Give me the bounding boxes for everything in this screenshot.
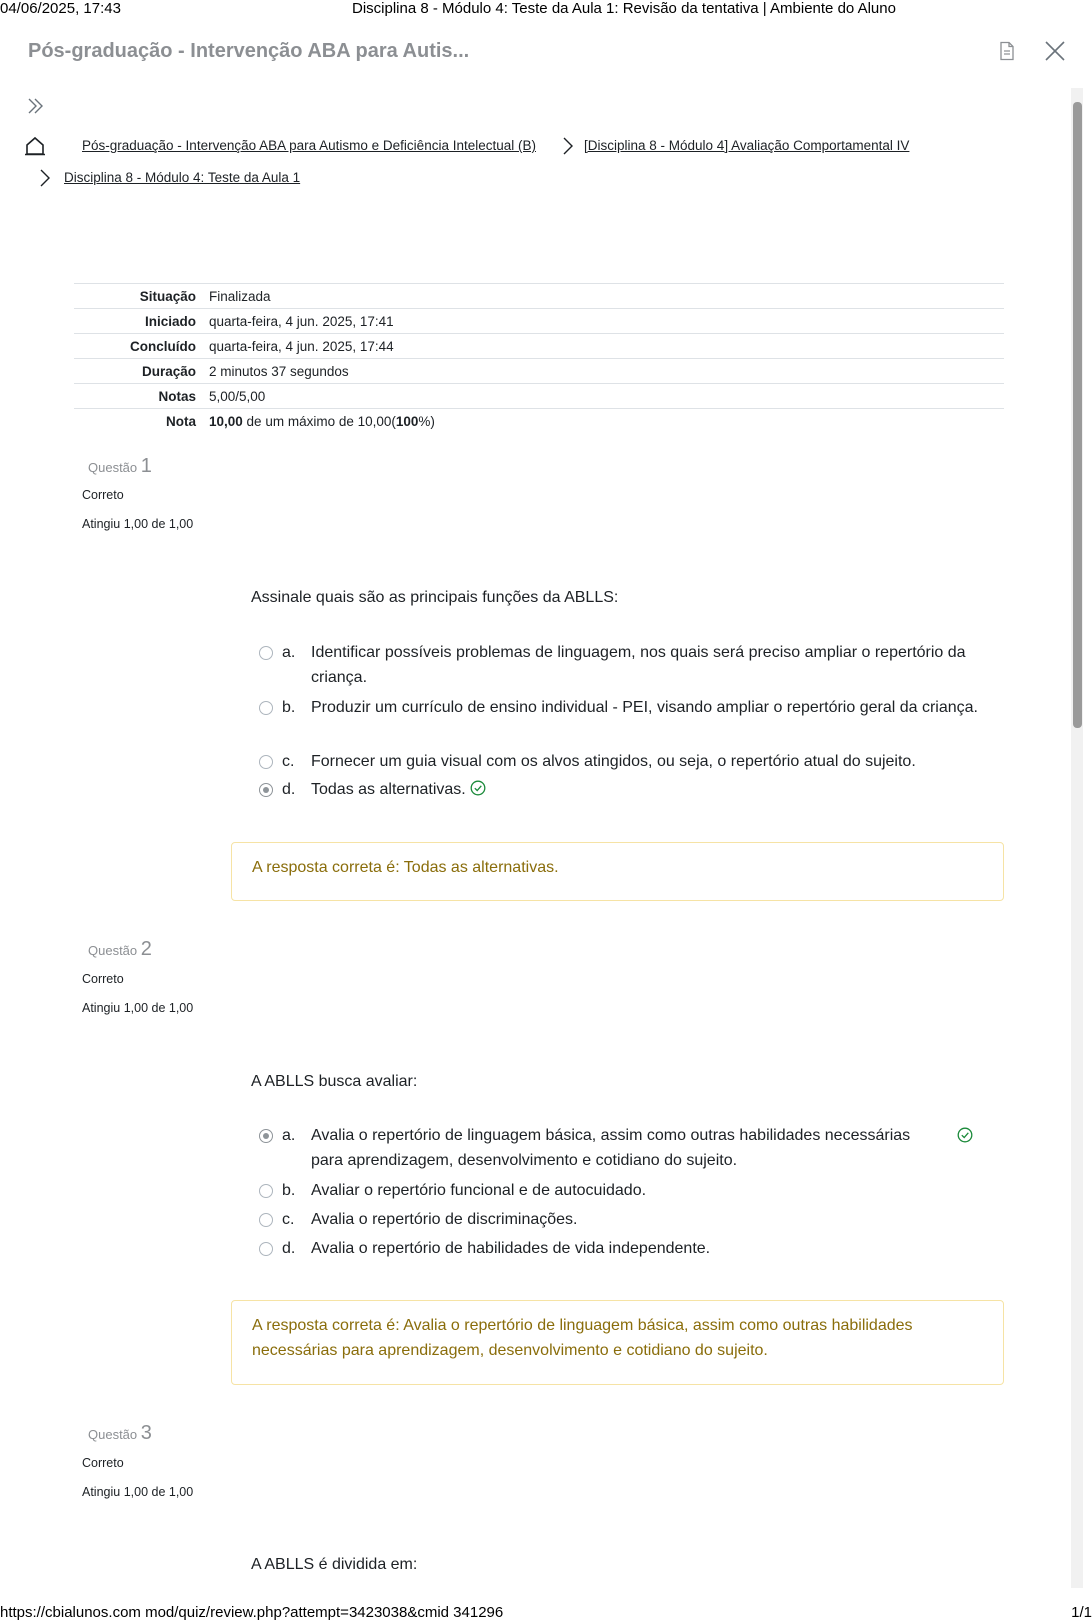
- scrollbar-thumb[interactable]: [1073, 102, 1082, 728]
- radio-button[interactable]: [259, 1213, 273, 1227]
- question-number: 1: [140, 455, 152, 477]
- question-label: [88, 455, 152, 478]
- summary-label: Nota: [166, 413, 196, 429]
- drawer-toggle-icon[interactable]: [26, 96, 46, 116]
- attempt-summary-table: [74, 283, 1004, 434]
- question-text: A ABLLS busca avaliar:: [251, 1073, 418, 1090]
- print-date: 04/06/2025, 17:43: [0, 0, 121, 17]
- doc-icon[interactable]: [998, 41, 1016, 61]
- close-icon[interactable]: [1044, 40, 1066, 62]
- print-title: Disciplina 8 - Módulo 4: Teste da Aula 1: Revisão da tentativa | Ambiente do Aluno: [352, 0, 896, 17]
- answer-text: Avalia o repertório de habilidades de vida independente.: [311, 1240, 711, 1257]
- answer-option-selected[interactable]: [259, 777, 989, 802]
- question-word: Questão: [88, 1427, 138, 1442]
- answer-option[interactable]: [259, 695, 989, 745]
- question-word: Questão: [88, 460, 138, 475]
- radio-button[interactable]: [259, 701, 273, 715]
- summary-label: Situação: [139, 288, 196, 304]
- summary-row-concluido: [74, 334, 1004, 359]
- answer-text: Identificar possíveis problemas de linguagem, nos quais será preciso ampliar o repertório da criança.: [311, 644, 966, 686]
- summary-value: [209, 409, 1004, 434]
- summary-value: quarta-feira, 4 jun. 2025, 17:41: [209, 313, 394, 329]
- answer-option-selected[interactable]: [259, 1123, 989, 1173]
- question-label: [88, 938, 152, 961]
- correct-answer-feedback: A resposta correta é: Todas as alternativas.: [231, 842, 1004, 901]
- grade-text-end: %): [418, 413, 435, 429]
- answer-text: Todas as alternativas.: [311, 781, 466, 798]
- question-number: 2: [140, 938, 152, 960]
- answer-text-wrap: [311, 777, 991, 802]
- question-state: Correto: [82, 972, 124, 986]
- radio-button-checked[interactable]: [259, 1129, 273, 1143]
- radio-button[interactable]: [259, 646, 273, 660]
- summary-row-nota: [74, 409, 1004, 434]
- summary-value: 5,00/5,00: [209, 388, 266, 404]
- breadcrumb-quiz-link[interactable]: Disciplina 8 - Módulo 4: Teste da Aula 1: [64, 170, 301, 185]
- print-url: https://cbialunos.com mod/quiz/review.php?attempt=3423038&cmid 341296: [0, 1604, 504, 1621]
- answer-text: Fornecer um guia visual com os alvos atingidos, ou seja, o repertório atual do sujeito.: [311, 753, 916, 770]
- answer-letter: d.: [282, 781, 296, 798]
- answer-text: Produzir um currículo de ensino individual - PEI, visando ampliar o repertório geral da criança.: [311, 699, 978, 716]
- radio-button[interactable]: [259, 755, 273, 769]
- answer-text: Avalia o repertório de discriminações.: [311, 1211, 578, 1228]
- answer-letter: b.: [282, 699, 296, 716]
- summary-value: Finalizada: [209, 288, 271, 304]
- question-grade: Atingiu 1,00 de 1,00: [82, 1001, 194, 1015]
- summary-row-situacao: [74, 284, 1004, 309]
- radio-button[interactable]: [259, 1184, 273, 1198]
- radio-button[interactable]: [259, 1242, 273, 1256]
- question-number: 3: [140, 1422, 152, 1444]
- print-footer: [0, 1604, 1092, 1622]
- breadcrumb-module-link[interactable]: [Disciplina 8 - Módulo 4] Avaliação Comportamental IV: [584, 138, 910, 153]
- summary-label: Duração: [141, 363, 196, 379]
- question-label: [88, 1422, 152, 1445]
- question-grade: Atingiu 1,00 de 1,00: [82, 1485, 194, 1499]
- answer-letter: a.: [282, 1127, 296, 1144]
- summary-label: Iniciado: [144, 313, 196, 329]
- summary-label: Concluído: [130, 338, 196, 354]
- answer-option[interactable]: [259, 640, 989, 690]
- home-icon[interactable]: [25, 136, 45, 156]
- question-grade: Atingiu 1,00 de 1,00: [82, 517, 194, 531]
- answer-option[interactable]: [259, 749, 989, 774]
- summary-row-iniciado: [74, 309, 1004, 334]
- answer-option[interactable]: [259, 1178, 989, 1203]
- answer-letter: c.: [282, 753, 295, 770]
- question-state: Correto: [82, 1456, 124, 1470]
- question-text: A ABLLS é dividida em:: [251, 1556, 418, 1573]
- chevron-right-icon: [561, 136, 575, 156]
- answer-option[interactable]: [259, 1207, 989, 1232]
- chevron-right-icon: [38, 168, 52, 188]
- summary-label: Notas: [158, 388, 196, 404]
- answer-option[interactable]: [259, 1236, 989, 1261]
- question-state: Correto: [82, 488, 124, 502]
- grade-value: 10,00: [209, 413, 243, 429]
- course-title: Pós-graduação - Intervenção ABA para Autis...: [28, 40, 470, 62]
- summary-row-notas: [74, 384, 1004, 409]
- summary-row-duracao: [74, 359, 1004, 384]
- radio-button-checked[interactable]: [259, 783, 273, 797]
- summary-value: 2 minutos 37 segundos: [209, 363, 349, 379]
- answer-text: Avaliar o repertório funcional e de autocuidado.: [311, 1182, 647, 1199]
- question-text: Assinale quais são as principais funções da ABLLS:: [251, 589, 619, 606]
- correct-check-icon: [957, 1127, 973, 1143]
- grade-text: de um máximo de 10,00(: [242, 413, 396, 429]
- correct-answer-feedback: A resposta correta é: Avalia o repertório de linguagem básica, assim como outras habilidades necessárias para aprendizagem, desenvolvimento e cotidiano do sujeito.: [231, 1300, 1004, 1385]
- answer-text: Avalia o repertório de linguagem básica, assim como outras habilidades necessárias para aprendizagem, desenvolvimento e cotidiano do sujeito.: [311, 1127, 911, 1169]
- breadcrumb-course-link[interactable]: Pós-graduação - Intervenção ABA para Autismo e Deficiência Intelectual (B): [82, 138, 536, 153]
- correct-check-icon: [470, 780, 486, 796]
- answer-letter: c.: [282, 1211, 295, 1228]
- answer-letter: a.: [282, 644, 296, 661]
- print-header: [0, 0, 1092, 18]
- answer-letter: d.: [282, 1240, 296, 1257]
- question-word: Questão: [88, 943, 138, 958]
- answer-letter: b.: [282, 1182, 296, 1199]
- print-page-number: 1/1: [1071, 1604, 1092, 1621]
- grade-percent: 100: [395, 413, 419, 429]
- summary-value: quarta-feira, 4 jun. 2025, 17:44: [209, 338, 394, 354]
